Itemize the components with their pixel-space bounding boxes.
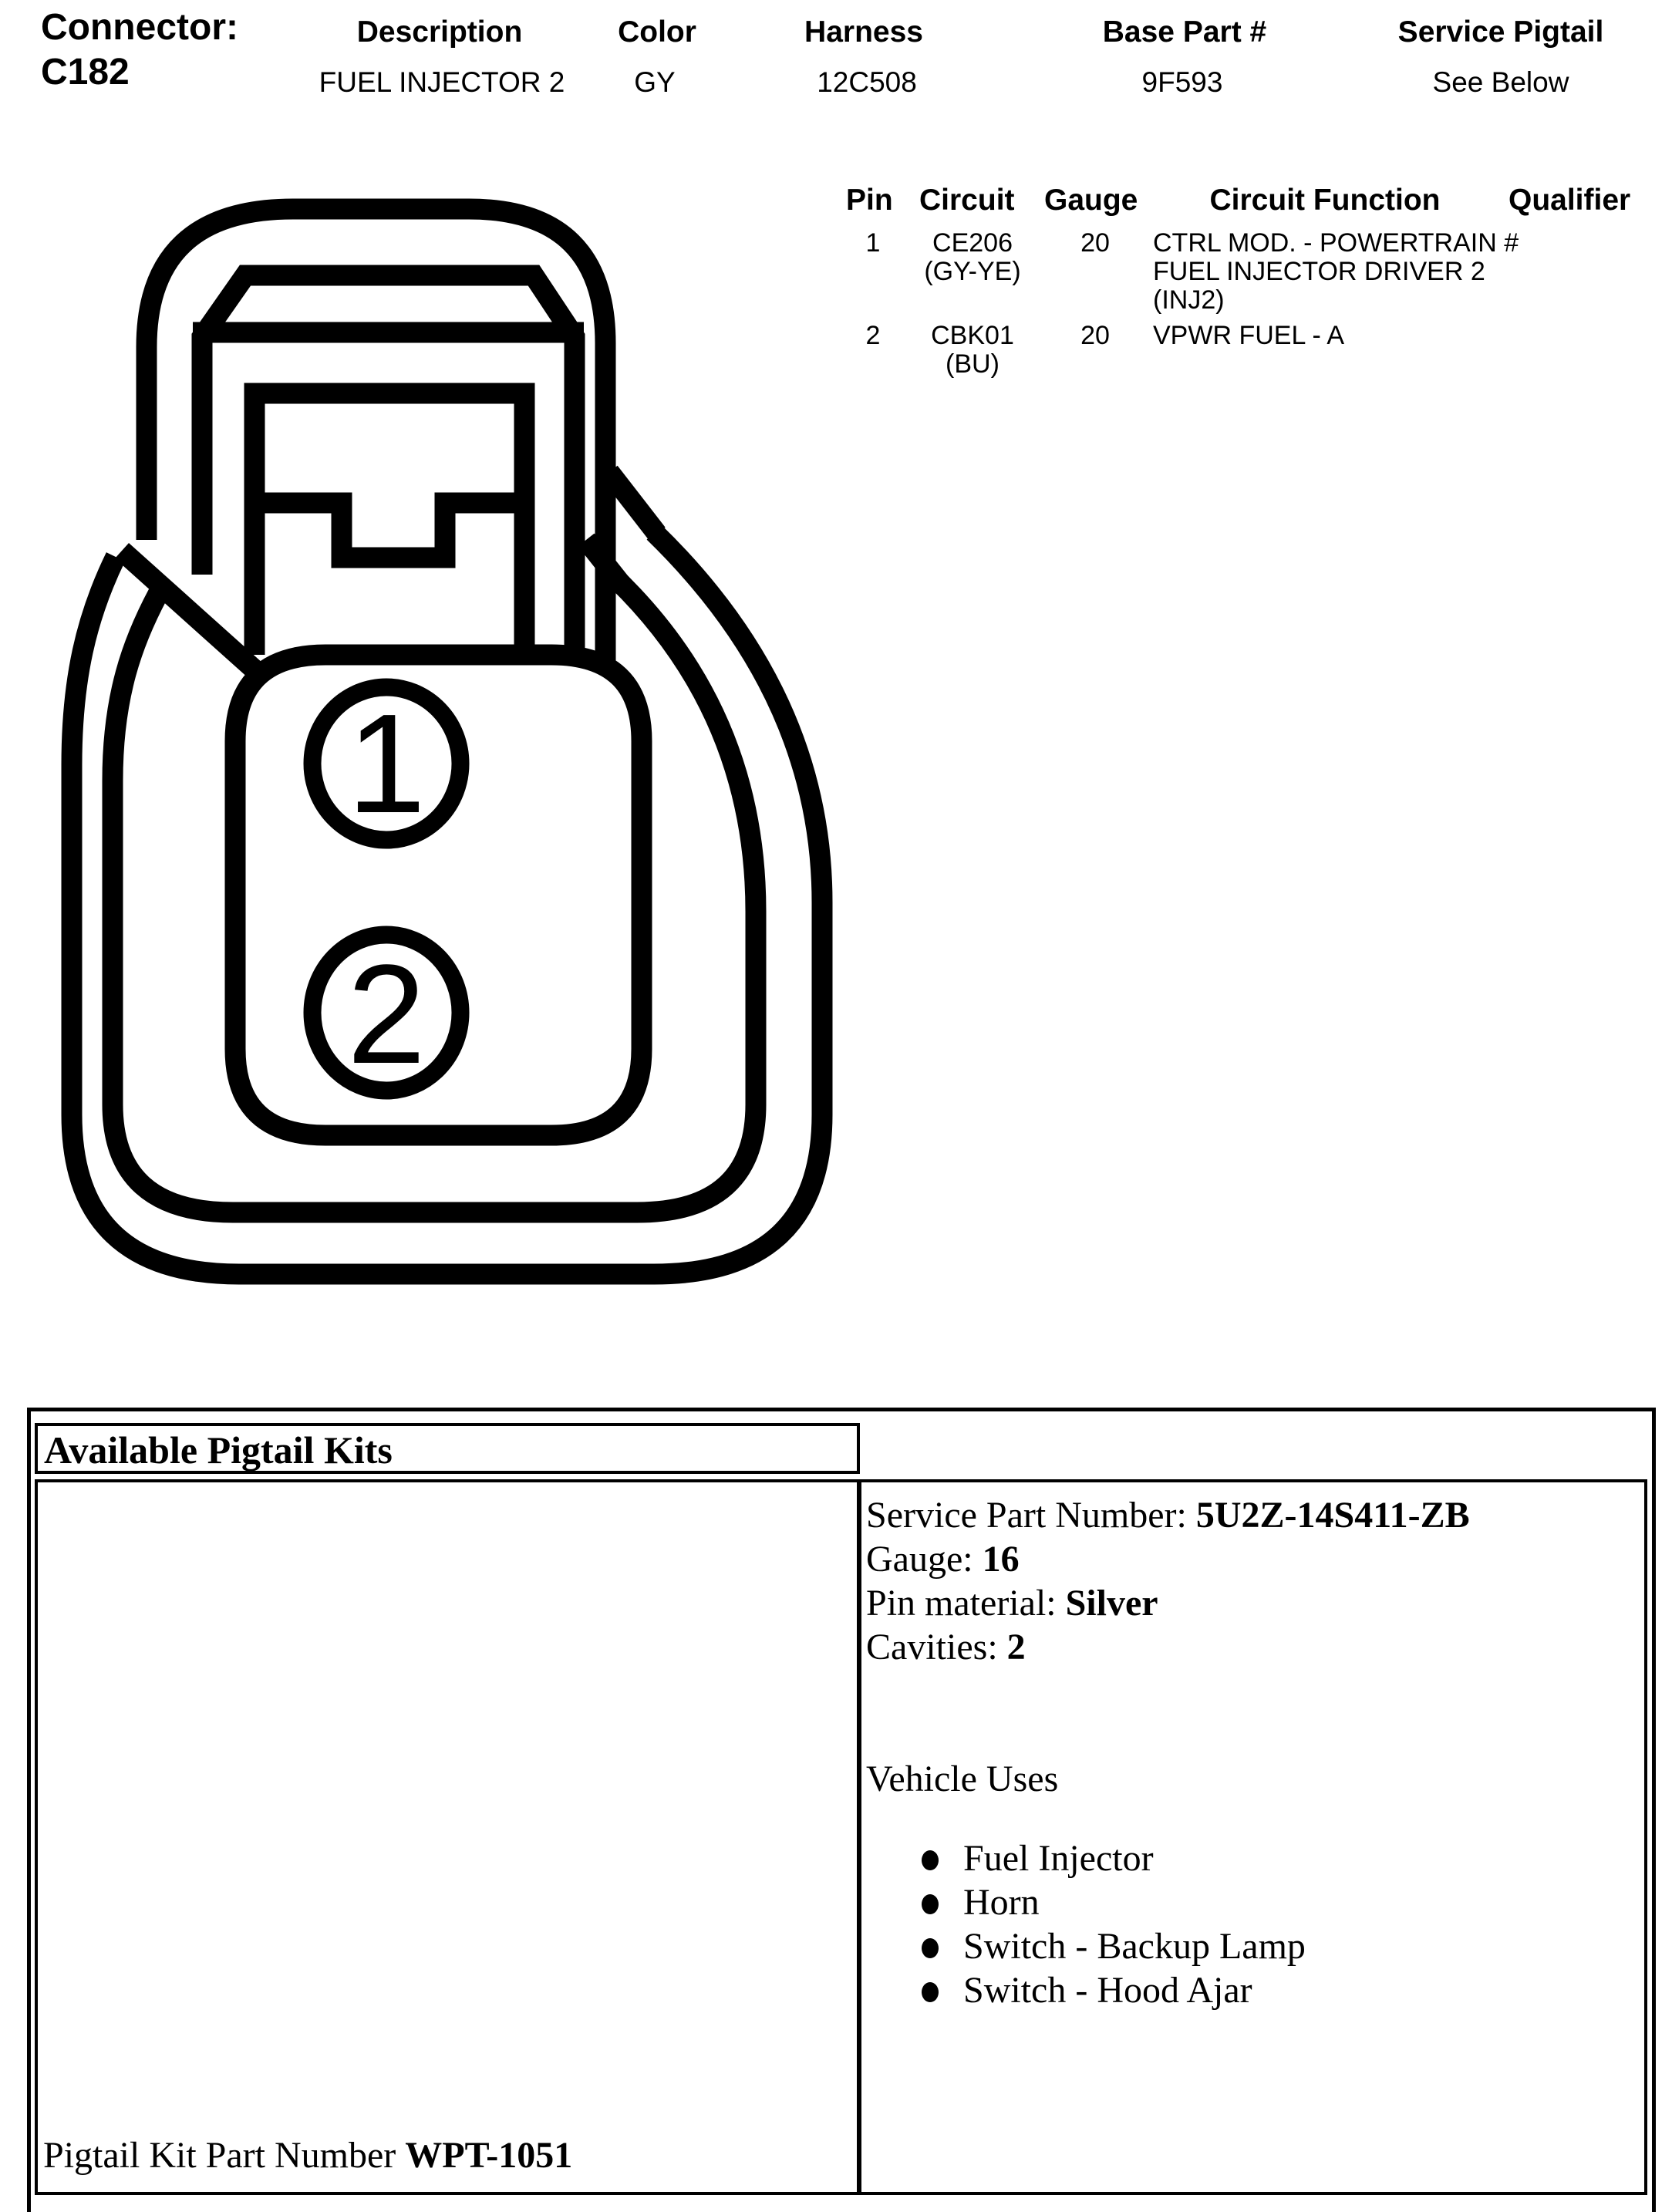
- pin-table-header-qualifier: Qualifier: [1509, 184, 1631, 217]
- pin-table-header-pin: Pin: [846, 184, 893, 217]
- service-part-number-label: Service Part Number:: [866, 1495, 1196, 1536]
- vehicle-uses-title: Vehicle Uses: [866, 1758, 1059, 1799]
- pin-row-1-function-line3: (INJ2): [1153, 285, 1225, 315]
- cavities-value: 2: [1006, 1627, 1026, 1667]
- pin-material-value: Silver: [1065, 1583, 1158, 1624]
- body-middle-outline: [113, 572, 756, 1212]
- vehicle-use-item: [866, 1968, 1470, 2012]
- value-description: FUEL INJECTOR 2: [319, 66, 565, 98]
- pin-table-header-function: Circuit Function: [1209, 184, 1441, 217]
- pin-row-1-gauge: 20: [1080, 228, 1110, 258]
- pin-table-header-gauge: Gauge: [1044, 184, 1138, 217]
- spacer: [866, 1669, 1470, 1757]
- value-service-pigtail: See Below: [1432, 66, 1569, 98]
- col-header-service-pigtail: Service Pigtail: [1397, 15, 1604, 49]
- vehicle-use-label: Switch - Backup Lamp: [963, 1926, 1306, 1967]
- pin-table-header-circuit: Circuit: [919, 184, 1015, 217]
- pigtail-kit-part-number-label: Pigtail Kit Part Number: [43, 2135, 406, 2176]
- pin-row-1-circuit: CE206: [932, 228, 1013, 258]
- keyway-outline: [255, 393, 524, 655]
- pin-row-1-function-line1: CTRL MOD. - POWERTRAIN #: [1153, 228, 1519, 258]
- vehicle-use-label: Switch - Hood Ajar: [963, 1970, 1252, 2011]
- service-part-number-line: [866, 1493, 1470, 1537]
- col-header-base-part: Base Part #: [1102, 15, 1267, 49]
- pin-material-line: [866, 1581, 1470, 1625]
- value-base-part: 9F593: [1141, 66, 1223, 98]
- service-part-number-value: 5U2Z-14S411-ZB: [1195, 1495, 1470, 1536]
- connector-face-diagram: [23, 177, 902, 1381]
- spacer: [866, 1801, 1470, 1836]
- pigtail-kit-part-number-value: WPT-1051: [405, 2135, 573, 2176]
- bullet-icon: [922, 1894, 939, 1914]
- pin-row-1-function-line2: FUEL INJECTOR DRIVER 2: [1153, 257, 1485, 286]
- bullet-icon: [922, 1982, 939, 2002]
- col-header-description: Description: [356, 15, 523, 49]
- gauge-label: Gauge:: [866, 1539, 983, 1580]
- vehicle-use-item: [866, 1880, 1470, 1924]
- value-harness: 12C508: [817, 66, 917, 98]
- pigtail-kit-part-number-line: [43, 2134, 572, 2177]
- cavity-1-number: 1: [347, 684, 426, 842]
- bullet-icon: [922, 1938, 939, 1958]
- pin-row-2-circuit: CBK01: [931, 321, 1014, 350]
- gauge-value: 16: [982, 1539, 1020, 1580]
- col-header-harness: Harness: [804, 15, 923, 49]
- col-header-color: Color: [618, 15, 696, 49]
- bullet-icon: [922, 1850, 939, 1870]
- pin-row-2-pin: 2: [865, 321, 881, 350]
- cavities-label: Cavities:: [866, 1627, 1007, 1667]
- pin-material-label: Pin material:: [866, 1583, 1066, 1624]
- pigtail-kits-title: Available Pigtail Kits: [44, 1428, 393, 1472]
- vehicle-use-item: [866, 1836, 1470, 1880]
- pigtail-kits-header-cell: [35, 1423, 860, 1474]
- service-part-details-cell: [858, 1479, 1647, 2195]
- right-cut-mark: [609, 472, 657, 534]
- gauge-line: [866, 1537, 1470, 1581]
- vehicle-use-label: Fuel Injector: [963, 1838, 1154, 1879]
- value-color: GY: [634, 66, 676, 98]
- pin-row-2-circuit-color: (BU): [946, 349, 999, 379]
- pin-row-2-function-line1: VPWR FUEL - A: [1153, 321, 1345, 350]
- connector-label: Connector:: [41, 7, 238, 48]
- vehicle-use-item: [866, 1924, 1470, 1968]
- pigtail-kit-cell: [35, 1479, 860, 2195]
- body-outer-outline: [72, 532, 822, 1274]
- cavities-line: [866, 1625, 1470, 1669]
- pin-row-1-circuit-color: (GY-YE): [924, 257, 1021, 286]
- cavity-2-number: 2: [347, 935, 426, 1093]
- pin-row-2-gauge: 20: [1080, 321, 1110, 350]
- pin-row-1-pin: 1: [865, 228, 881, 258]
- keyway-notch: [255, 503, 524, 558]
- vehicle-use-label: Horn: [963, 1882, 1040, 1923]
- connector-id: C182: [41, 52, 130, 93]
